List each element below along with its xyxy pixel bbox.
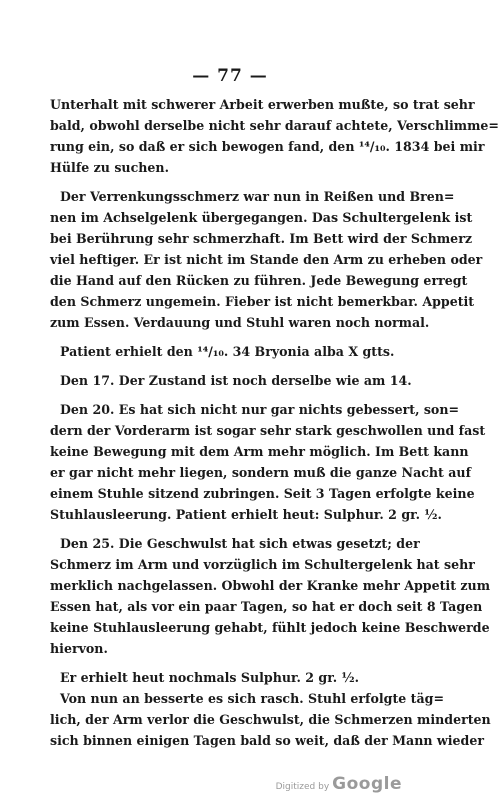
paragraph-gap xyxy=(50,525,414,533)
paragraph-2 xyxy=(50,186,483,333)
text-line: Stuhlausleerung. Patient erhielt heut: Sulphur. 2 gr. ½. xyxy=(50,507,442,522)
paragraph-7 xyxy=(50,667,414,688)
text-line: den Schmerz ungemein. Fieber ist nicht bemerkbar. Appetit xyxy=(50,294,475,309)
text-line: bei Berührung sehr schmerzhaft. Im Bett wird der Schmerz xyxy=(50,231,472,246)
text-line: Den 20. Es hat sich nicht nur gar nichts gebessert, son= xyxy=(60,402,460,417)
page-number: — 77 — xyxy=(192,66,268,86)
text-line: Der Verrenkungsschmerz war nun in Reißen und Bren= xyxy=(60,189,455,204)
text-line: Er erhielt heut nochmals Sulphur. 2 gr. ½. xyxy=(60,670,359,685)
paragraph-6 xyxy=(50,533,491,659)
text-line: dern der Vorderarm ist sogar sehr stark geschwollen und fast xyxy=(50,423,486,438)
text-line: einem Stuhle sitzend zubringen. Seit 3 Tagen erfolgte keine xyxy=(50,486,475,501)
text-line: merklich nachgelassen. Obwohl der Kranke mehr Appetit zum xyxy=(50,578,491,593)
text-line: Schmerz im Arm und vorzüglich im Schultergelenk hat sehr xyxy=(50,557,475,572)
paragraph-8 xyxy=(50,688,491,751)
text-line: hiervon. xyxy=(50,641,108,656)
paragraph-gap xyxy=(50,178,414,186)
text-line: bald, obwohl derselbe nicht sehr darauf achtete, Verschlimme= xyxy=(50,118,499,133)
google-logo: Google xyxy=(332,774,402,794)
text-line: sich binnen einigen Tagen bald so weit, daß der Mann wieder xyxy=(50,733,485,748)
paragraph-gap xyxy=(50,333,414,341)
text-line: Essen hat, als vor ein paar Tagen, so hat er doch seit 8 Tagen xyxy=(50,599,483,614)
digitized-by-label: Digitized by xyxy=(275,782,330,792)
text-line: Den 25. Die Geschwulst hat sich etwas gesetzt; der xyxy=(60,536,420,551)
text-line: Patient erhielt den ¹⁴/₁₀. 34 Bryonia alba X gtts. xyxy=(60,344,395,359)
text-line: nen im Achselgelenk übergegangen. Das Schultergelenk ist xyxy=(50,210,473,225)
paragraph-5 xyxy=(50,399,486,525)
paragraph-3 xyxy=(50,341,414,362)
text-line: Den 17. Der Zustand ist noch derselbe wie am 14. xyxy=(60,373,412,388)
text-line: keine Bewegung mit dem Arm mehr möglich. Im Bett kann xyxy=(50,444,469,459)
paragraph-4 xyxy=(50,370,414,391)
paragraph-gap xyxy=(50,659,414,667)
text-line: Unterhalt mit schwerer Arbeit erwerben mußte, so trat sehr xyxy=(50,97,475,112)
paragraph-gap xyxy=(50,391,414,399)
text-line: die Hand auf den Rücken zu führen. Jede Bewegung erregt xyxy=(50,273,468,288)
text-line: keine Stuhlausleerung gehabt, fühlt jedoch keine Beschwerde xyxy=(50,620,490,635)
text-line: lich, der Arm verlor die Geschwulst, die Schmerzen minderten xyxy=(50,712,491,727)
text-line: Hülfe zu suchen. xyxy=(50,160,169,175)
digitization-watermark xyxy=(276,774,402,794)
body-text xyxy=(50,94,499,751)
text-line: viel heftiger. Er ist nicht im Stande den Arm zu erheben oder xyxy=(50,252,483,267)
text-line: zum Essen. Verdauung und Stuhl waren noch normal. xyxy=(50,315,430,330)
text-line: Von nun an besserte es sich rasch. Stuhl erfolgte täg= xyxy=(60,691,445,706)
paragraph-1 xyxy=(50,94,499,178)
text-line: rung ein, so daß er sich bewogen fand, den ¹⁴/₁₀. 1834 bei mir xyxy=(50,139,485,154)
paragraph-gap xyxy=(50,362,414,370)
text-line: er gar nicht mehr liegen, sondern muß die ganze Nacht auf xyxy=(50,465,471,480)
